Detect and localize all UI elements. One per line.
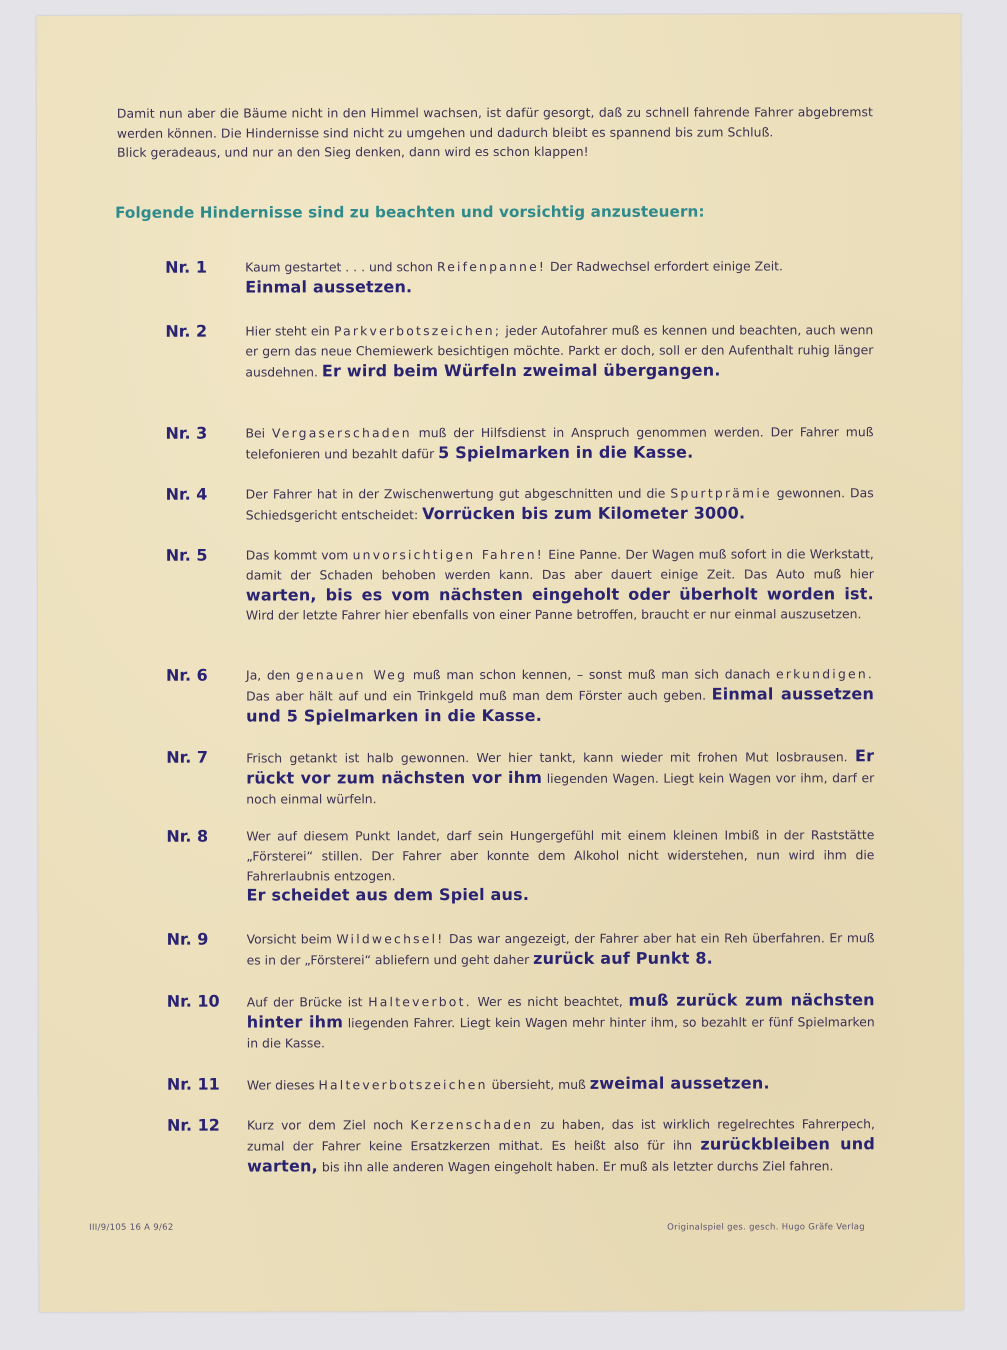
rule-item: [166, 746, 874, 809]
rule-keyword: Halteverbotszeichen: [318, 1077, 488, 1093]
rule-text: [245, 256, 873, 297]
rule-body-text: Wird der letzte Fahrer hier ebenfalls von einer Panne betroffen, braucht er nur einmal auszusetzen.: [245, 606, 862, 623]
rule-number: Nr. 5: [165, 545, 208, 565]
rule-text: [247, 1073, 875, 1095]
rule-text: [247, 990, 875, 1053]
intro-line: Blick geradeaus, und nur an den Sieg denken, dann wird es schon klappen!: [116, 143, 589, 160]
rule-penalty: Er scheidet aus dem Spiel aus.: [246, 885, 530, 905]
rule-number: Nr. 12: [166, 1115, 220, 1135]
rules-sheet: [37, 14, 964, 1312]
rule-body-text: Das kommt vom: [245, 547, 353, 563]
rule-body-text: Kurz vor dem Ziel noch: [246, 1117, 411, 1133]
rule-body-text: Frisch getankt ist halb gewonnen. Wer hier tankt, kann wieder mit frohen Mut losbrausen.: [246, 749, 855, 766]
rule-item: [165, 320, 873, 382]
rule-body-text: Eine Panne. Der Wagen muß sofort in die Werkstatt, damit der Schaden behoben werden kann. Das aber dauert einige Zeit. Das Auto muß hier: [245, 546, 874, 583]
rule-text: [246, 483, 874, 525]
rule-item: [165, 256, 873, 297]
rule-penalty: Einmal aussetzen und 5 Spielmarken in die Kasse.: [246, 684, 875, 726]
rule-penalty: Er wird beim Würfeln zweimal übergangen.: [321, 360, 721, 380]
rule-number: Nr. 7: [166, 747, 208, 767]
rule-penalty: warten, bis es vom nächsten eingeholt oder überholt worden ist.: [245, 583, 874, 605]
rule-body-text: Wer auf diesem Punkt landet, darf sein Hungergefühl mit einem kleinen Imbiß in der Raststätte „Försterei“ stillen. Der Fahrer aber konnte dem Alkohol nicht widerstehen, nun wird ihm die Fahrerlaubnis entzogen.: [246, 827, 875, 884]
rule-number: Nr. 6: [166, 665, 208, 685]
rule-body-text: gewonnen. Das Schiedsgericht entscheidet:: [245, 485, 874, 523]
rule-body-text: Auf der Brücke ist: [246, 994, 369, 1010]
rule-body-text: muß der Hilfsdienst in Anspruch genommen werden. Der Fahrer muß telefonieren und bezahlt dafür: [245, 424, 874, 462]
rule-keyword: erkundigen.: [775, 666, 875, 682]
rule-item: [167, 990, 875, 1053]
rule-body-text: Das war angezeigt, der Fahrer aber hat ein Reh überfahren. Er muß es in der „Försterei“ abliefern und geht daher: [246, 930, 875, 968]
rule-text: [247, 1114, 875, 1177]
publisher-note: Originalspiel ges. gesch. Hugo Gräfe Verlag: [667, 1222, 865, 1233]
rule-body-text: liegenden Wagen. Liegt kein Wagen vor ihm, darf er noch einmal würfeln.: [246, 770, 875, 807]
rule-penalty: Vorrücken bis zum Kilometer 3000.: [422, 503, 746, 523]
intro-line: Damit nun aber die Bäume nicht in den Himmel wachsen, ist dafür gesorgt, daß zu schnell fahrende Fahrer abgebremst werden können. Die Hindernisse sind nicht zu umgehen und dadurch bleibt es spannend bis zum Schluß.: [116, 104, 873, 141]
rule-body-text: Der Radwechsel erfordert einige Zeit.: [546, 258, 783, 274]
rule-keyword: Halteverbot.: [368, 994, 472, 1010]
rule-number: Nr. 10: [166, 991, 220, 1011]
rule-body-text: Vorsicht beim: [246, 931, 337, 947]
rule-text: [245, 422, 873, 464]
rule-body-text: Hier steht ein: [245, 323, 334, 339]
rule-keyword: Wildwechsel!: [336, 931, 445, 947]
rule-text: [246, 544, 874, 626]
rule-body-text: zu haben, das ist wirklich regelrechtes Fahrerpech, zumal der Fahrer keine Ersatzkerzen mithat. Es heißt also für ihn: [246, 1116, 875, 1154]
rule-penalty: zurückbleiben und warten,: [247, 1134, 876, 1176]
rule-keyword: Parkverbotszeichen;: [333, 322, 502, 339]
rule-body-text: Ja, den: [246, 667, 296, 683]
rule-body-text: Der Fahrer hat in der Zwischenwertung gut abgeschnitten und die: [245, 485, 671, 502]
rule-text: [246, 746, 874, 809]
rule-text: [245, 320, 873, 382]
rule-item: [166, 825, 874, 906]
rule-penalty: muß zurück zum nächsten hinter ihm: [246, 990, 875, 1032]
rule-number: Nr. 2: [165, 321, 208, 341]
rule-body-text: muß man schon kennen, – sonst muß man sich danach: [407, 666, 777, 683]
rule-body-text: Bei: [245, 425, 273, 441]
rule-text: [247, 928, 875, 970]
rule-keyword: unvorsichtigen Fahren!: [352, 546, 544, 563]
rule-text: [246, 664, 874, 727]
rule-number: Nr. 9: [166, 929, 209, 949]
rule-item: [165, 422, 873, 464]
rule-number: Nr. 11: [166, 1074, 220, 1094]
rule-penalty: Einmal aussetzen.: [245, 276, 413, 297]
rule-penalty: zweimal aussetzen.: [589, 1073, 770, 1093]
rule-penalty: Er rückt vor zum nächsten vor ihm: [246, 746, 875, 788]
rule-body-text: liegenden Fahrer. Liegt kein Wagen mehr hinter ihm, so bezahlt er fünf Spielmarken in die Kasse.: [246, 1014, 875, 1051]
rule-penalty: zurück auf Punkt 8.: [533, 948, 713, 968]
rules-list: [165, 244, 876, 1176]
rule-item: [166, 483, 874, 525]
rule-keyword: genauen Weg: [295, 667, 408, 683]
rule-penalty: 5 Spielmarken in die Kasse.: [438, 442, 694, 462]
rule-body-text: Wer dieses: [246, 1077, 319, 1093]
rule-keyword: Reifenpanne!: [436, 258, 547, 275]
rule-body-text: übersieht, muß: [487, 1076, 590, 1093]
rule-item: [167, 1073, 875, 1095]
rule-body-text: jeder Autofahrer muß es kennen und beachten, auch wenn er gern das neue Chemiewerk besichtigen möchte. Parkt er doch, soll er den Aufenthalt ruhig länger ausdehnen.: [245, 322, 874, 380]
rule-item: [167, 1114, 875, 1177]
rule-number: Nr. 4: [165, 484, 208, 504]
rule-number: Nr. 8: [166, 826, 209, 846]
rule-item: [166, 664, 874, 727]
rule-body-text: Wer es nicht beachtet,: [471, 993, 629, 1010]
rule-keyword: Kerzenschaden: [410, 1116, 534, 1133]
rule-text: [246, 825, 874, 906]
rule-body-text: bis ihn alle anderen Wagen eingeholt haben. Er muß als letzter durchs Ziel fahren.: [317, 1157, 834, 1174]
rule-item: [166, 544, 874, 626]
intro-paragraph: [117, 102, 873, 162]
print-code: III/9/105 16 A 9/62: [89, 1222, 174, 1233]
rule-body-text: Kaum gestartet . . . und schon: [245, 259, 437, 275]
rule-number: Nr. 1: [165, 257, 207, 277]
rule-item: [167, 928, 875, 970]
rule-number: Nr. 3: [165, 423, 208, 443]
rule-keyword: Vergaserschaden: [272, 425, 412, 441]
rule-keyword: Spurtprämie: [670, 485, 772, 501]
rule-body-text: Das aber hält auf und ein Trinkgeld muß man dem Förster auch geben.: [246, 687, 712, 704]
obstacles-heading: Folgende Hindernisse sind zu beachten und vorsichtig anzusteuern:: [115, 202, 705, 222]
